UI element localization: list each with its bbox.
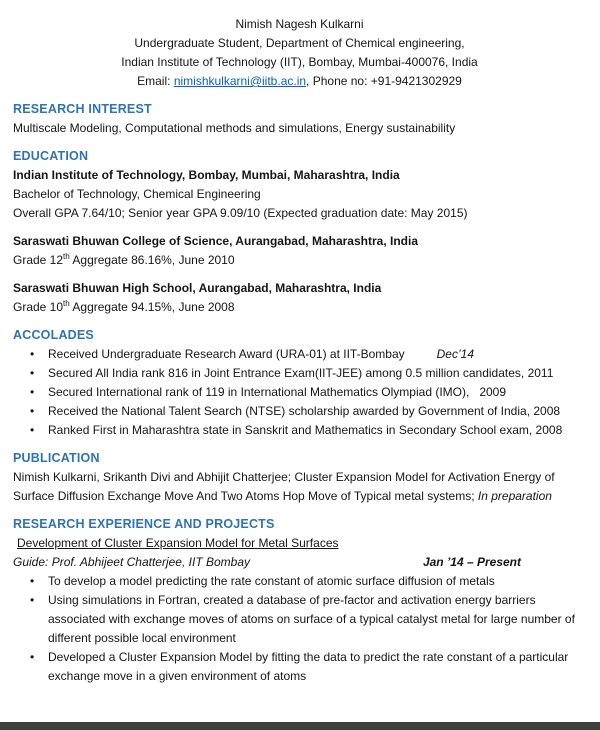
accolade-item [13, 345, 586, 364]
grade-prefix: Grade 10 [13, 300, 64, 314]
institution-name: Indian Institute of Technology, Bombay, Mumbai, Maharashtra, India [13, 168, 400, 182]
institution-name: Saraswati Bhuwan High School, Aurangabad, Maharashtra, India [13, 281, 382, 295]
project-title: Development of Cluster Expansion Model for Metal Surfaces [17, 536, 339, 550]
project-guide: Guide: Prof. Abhijeet Chatterjee, IIT Bombay [13, 555, 251, 569]
accolade-text: • Secured All India rank 816 in Joint Entrance Exam(IIT-JEE) among 0.5 million candidates, 2011 [48, 366, 554, 380]
gpa-line: Overall GPA 7.64/10; Senior year GPA 9.09/10 (Expected graduation date: May 2015) [13, 206, 468, 220]
accolade-text: • Ranked First in Maharashtra state in Sanskrit and Mathematics in Secondary School exam, 2008 [48, 423, 563, 437]
accolades-list [13, 345, 586, 440]
project-guide-row [13, 553, 586, 572]
accolade-item [13, 421, 586, 440]
grade-rest: Aggregate 94.15%, June 2008 [69, 300, 235, 314]
project-bullet-item [13, 648, 586, 686]
section-accolades [13, 326, 586, 440]
publication-text [13, 468, 586, 506]
candidate-institute: Indian Institute of Technology (IIT), Bombay, Mumbai-400076, India [121, 55, 478, 69]
grade-superscript: th [63, 252, 70, 261]
contact-line [13, 72, 586, 91]
institution-name: Saraswati Bhuwan College of Science, Aurangabad, Maharashtra, India [13, 234, 418, 248]
project-bullet-text: • To develop a model predicting the rate constant of atomic surface diffusion of metals [48, 574, 495, 588]
accolade-item [13, 364, 586, 383]
grade-line [13, 298, 586, 317]
section-research-interest [13, 100, 586, 138]
education-entry-iit [13, 166, 586, 223]
project-bullet-text: • Developed a Cluster Expansion Model by fitting the data to predict the rate constant of a particular exchange move in a given environment of atoms [48, 650, 569, 683]
degree-line: Bachelor of Technology, Chemical Engineering [13, 187, 261, 201]
candidate-role: Undergraduate Student, Department of Chemical engineering, [134, 36, 465, 50]
grade-superscript: th [63, 299, 70, 308]
section-heading-accolades: ACCOLADES [13, 328, 94, 342]
resume-header [13, 15, 586, 91]
grade-prefix: Grade 12 [13, 253, 64, 267]
candidate-name: Nimish Nagesh Kulkarni [235, 17, 364, 31]
education-entry-college [13, 232, 586, 270]
section-heading-research-experience: RESEARCH EXPERIENCE AND PROJECTS [13, 517, 275, 531]
email-link[interactable]: nimishkulkarni@iitb.ac.in [173, 74, 307, 88]
accolade-item [13, 383, 586, 402]
section-heading-research-interest: RESEARCH INTEREST [13, 102, 152, 116]
project-bullets [13, 572, 586, 686]
section-publication [13, 449, 586, 506]
grade-line [13, 251, 586, 270]
project-bullet-item [13, 572, 586, 591]
research-interest-text: Multiscale Modeling, Computational methods and simulations, Energy sustainability [13, 121, 456, 135]
project-bullet-text: • Using simulations in Fortran, created a database of pre-factor and activation energy barriers associated with exchange moves of atoms on surface of a typical catalyst metal for large number of different possible local environment [48, 593, 575, 645]
publication-citation: Nimish Kulkarni, Srikanth Divi and Abhijit Chatterjee; Cluster Expansion Model for Activation Energy of Surface Diffusion Exchange Move And Two Atoms Hop Move of Typical metal systems; [13, 470, 555, 503]
accolade-text: • Received the National Talent Search (NTSE) scholarship awarded by Government of India, 2008 [48, 404, 561, 418]
accolade-text: • Received Undergraduate Research Award (URA-01) at IIT-Bombay [48, 347, 405, 361]
section-research-experience [13, 515, 586, 686]
publication-status: In preparation [477, 489, 552, 503]
education-entry-school [13, 279, 586, 317]
project-bullet-item [13, 591, 586, 648]
section-education [13, 147, 586, 317]
project-duration: Jan ’14 – Present [422, 555, 521, 569]
grade-rest: Aggregate 86.16%, June 2010 [69, 253, 235, 267]
page-bottom-edge [0, 722, 600, 730]
section-heading-publication: PUBLICATION [13, 451, 100, 465]
section-heading-education: EDUCATION [13, 149, 89, 163]
accolade-date: Dec’14 [436, 347, 474, 361]
phone-text: , Phone no: +91-9421302929 [306, 74, 462, 88]
accolade-text: • Secured International rank of 119 in International Mathematics Olympiad (IMO), 2009 [48, 385, 507, 399]
email-label: Email: [137, 74, 174, 88]
accolade-item [13, 402, 586, 421]
